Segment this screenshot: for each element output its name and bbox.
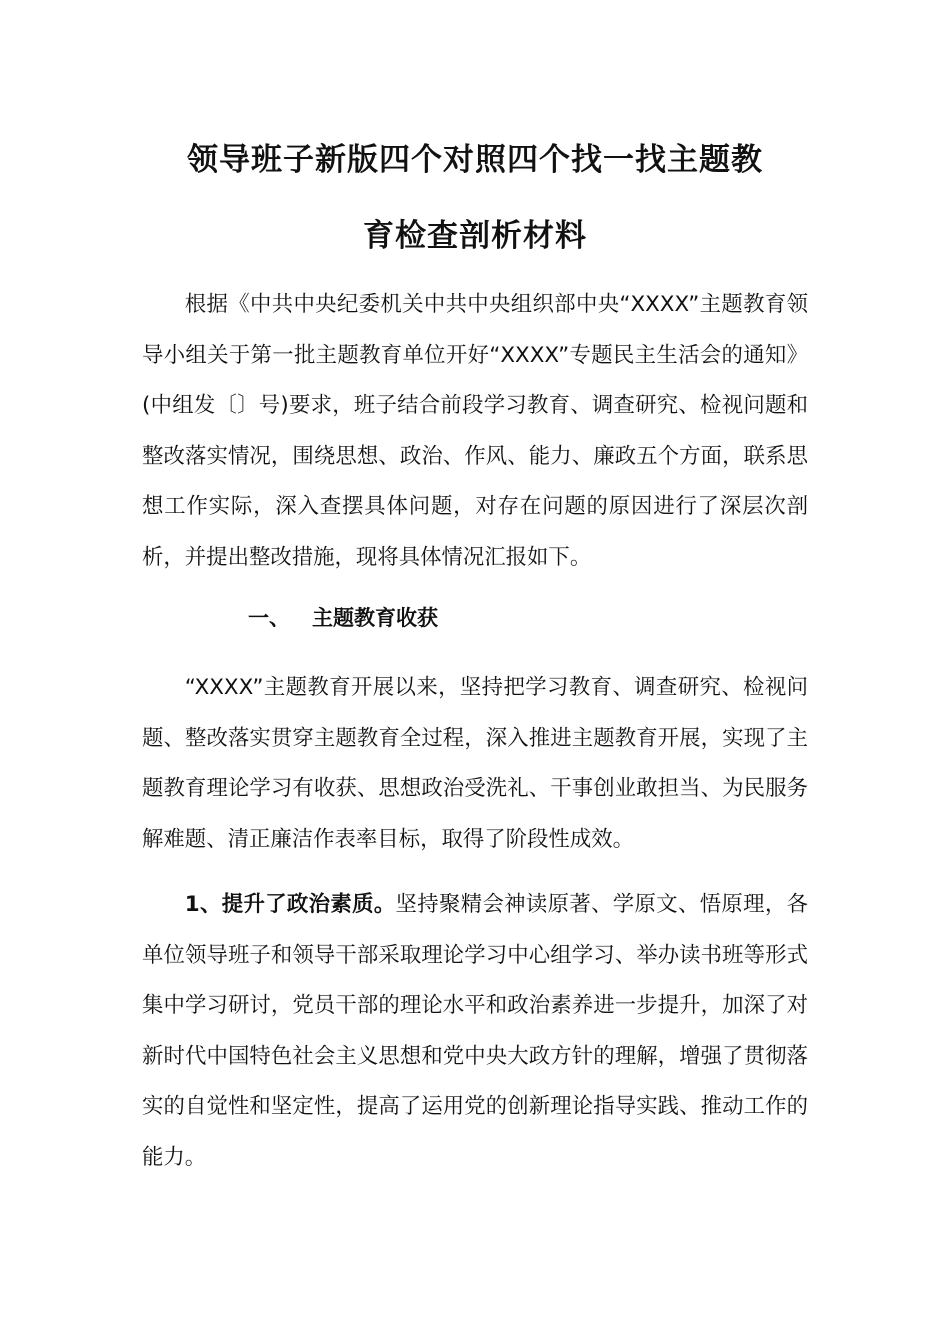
- document-title-line-2: 育检查剖析材料: [363, 218, 587, 254]
- item-lead: 1、提升了政治素质。: [184, 892, 396, 917]
- item-body: 坚持聚精会神读原著、学原文、悟原理，各单位领导班子和领导干部采取理论学习中心组学习、举办读书班等形式集中学习研讨，党员干部的理论水平和政治素养进一步提升，加深了对新时代中国特色社会主义思想和党中央大政方针的理解，增强了贯彻落实的自觉性和坚定性，提高了运用党的创新理论指导实践、推动工作的能力。: [142, 892, 808, 1170]
- section-number: 一、: [248, 606, 290, 630]
- document-title-line-1: 领导班子新版四个对照四个找一找主题教: [187, 142, 763, 178]
- section-heading: [248, 602, 438, 632]
- section-paragraph: “XXXX”主题教育开展以来，坚持把学习教育、调查研究、检视问题、整改落实贯穿主题教育全过程，深入推进主题教育开展，实现了主题教育理论学习有收获、思想政治受洗礼、干事创业敢担当、为民服务解难题、清正廉洁作表率目标，取得了阶段性成效。: [142, 675, 808, 852]
- section-title: 主题教育收获: [312, 606, 438, 630]
- item-paragraph: [142, 880, 808, 1183]
- intro-paragraph: 根据《中共中央纪委机关中共中央组织部中央“XXXX”主题教育领导小组关于第一批主题教育单位开好“XXXX”专题民主生活会的通知》(中组发〔〕号)要求，班子结合前段学习教育、调查研究、检视问题和整改落实情况，围绕思想、政治、作风、能力、廉政五个方面，联系思想工作实际，深入查摆具体问题，对存在问题的原因进行了深层次剖析，并提出整改措施，现将具体情况汇报如下。: [142, 292, 808, 570]
